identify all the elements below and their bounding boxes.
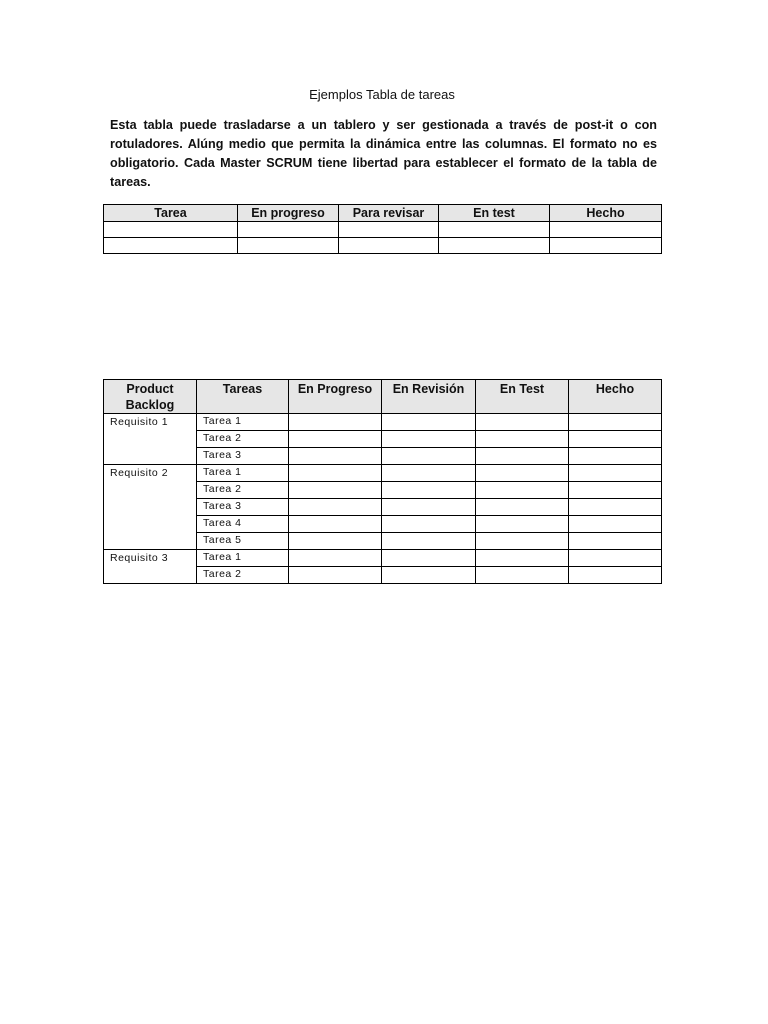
header-cell-en-progreso: En Progreso [289,380,382,414]
task-cell: Tarea 2 [197,431,289,448]
table-cell [339,238,439,254]
table-row [104,465,662,482]
table-row [104,238,662,254]
table-cell [550,238,662,254]
intro-paragraph: Esta tabla puede trasladarse a un tablero y ser gestionada a través de post-it o con rotuladores. Alúng medio que permita la dinámica entre las columnas. El formato no es obligatorio. Cada Master SCRUM tiene libertad para establecer el formato de la tabla de tareas. [110,118,657,189]
table-cell [382,533,476,550]
table-cell [569,550,662,567]
requirement-cell: Requisito 3 [104,550,197,584]
task-cell: Tarea 1 [197,550,289,567]
table-cell [289,414,382,431]
task-cell: Tarea 3 [197,448,289,465]
table-cell [569,465,662,482]
table-cell [439,222,550,238]
table-cell [476,567,569,584]
task-cell: Tarea 5 [197,533,289,550]
table-cell [339,222,439,238]
table-row [104,222,662,238]
header-cell-product-backlog: Product Backlog [104,380,197,414]
task-table-backlog [103,379,662,584]
table-cell [289,567,382,584]
table-cell [569,533,662,550]
table-cell [569,414,662,431]
table-cell [476,516,569,533]
table-cell [104,238,238,254]
table-cell [569,482,662,499]
table-cell [104,222,238,238]
table-cell [476,482,569,499]
header-cell-hecho: Hecho [550,205,662,222]
table-cell [476,550,569,567]
header-cell-hecho: Hecho [569,380,662,414]
page-title: Ejemplos Tabla de tareas [309,87,455,102]
table-cell [382,499,476,516]
task-table-simple [103,204,662,254]
table-cell [289,482,382,499]
table-cell [476,533,569,550]
table-cell [289,550,382,567]
header-cell-en-progreso: En progreso [238,205,339,222]
table-cell [476,448,569,465]
table-cell [569,516,662,533]
table-cell [289,448,382,465]
table-cell [476,499,569,516]
table-cell [476,431,569,448]
table-row [104,414,662,431]
table-cell [382,567,476,584]
header-cell-en-test: En Test [476,380,569,414]
table-cell [238,238,339,254]
table-cell [289,533,382,550]
table-cell [476,414,569,431]
table-cell [382,431,476,448]
header-cell-tarea: Tarea [104,205,238,222]
table-cell [569,499,662,516]
table-cell [439,238,550,254]
table-cell [238,222,339,238]
table-header-row [104,205,662,222]
table-cell [382,448,476,465]
requirement-cell: Requisito 1 [104,414,197,465]
table-cell [382,414,476,431]
table-cell [382,550,476,567]
table-cell [289,516,382,533]
table-cell [382,482,476,499]
table-header-row [104,380,662,414]
task-cell: Tarea 2 [197,482,289,499]
table-cell [289,465,382,482]
table-cell [569,567,662,584]
task-cell: Tarea 4 [197,516,289,533]
table-cell [476,465,569,482]
header-cell-en-test: En test [439,205,550,222]
table-cell [382,516,476,533]
table-cell [289,499,382,516]
task-cell: Tarea 3 [197,499,289,516]
table-cell [569,448,662,465]
table-cell [550,222,662,238]
task-cell: Tarea 1 [197,465,289,482]
backlog-body [104,414,662,584]
header-cell-para-revisar: Para revisar [339,205,439,222]
table-cell [382,465,476,482]
table-row [104,550,662,567]
header-cell-tareas: Tareas [197,380,289,414]
task-cell: Tarea 2 [197,567,289,584]
header-cell-en-revision: En Revisión [382,380,476,414]
table-cell [289,431,382,448]
table-cell [569,431,662,448]
task-cell: Tarea 1 [197,414,289,431]
requirement-cell: Requisito 2 [104,465,197,550]
